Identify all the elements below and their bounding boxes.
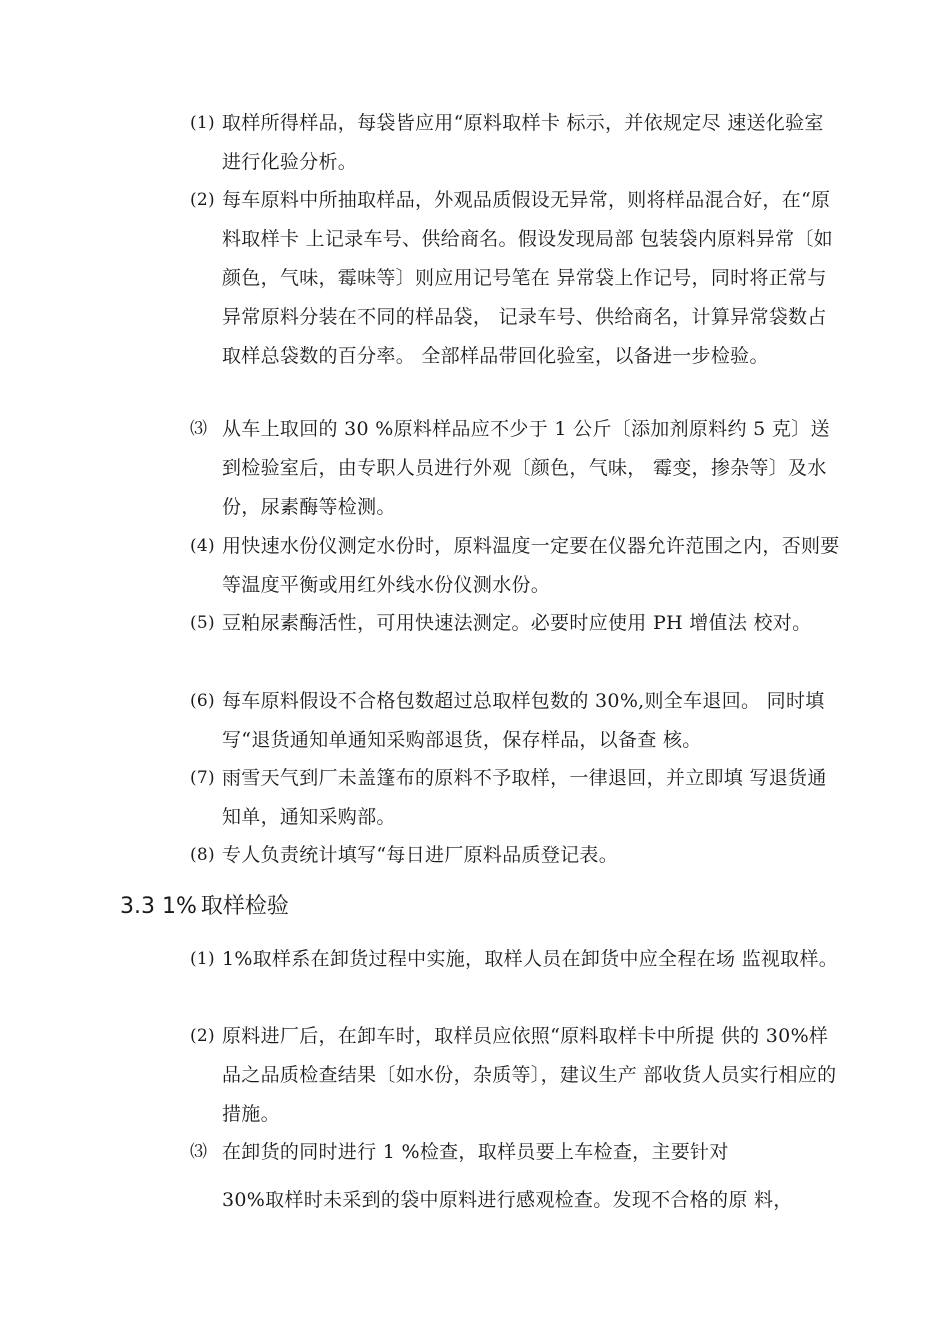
item-text: 在卸货的同时进行 1 %检查，取样员要上车检查，主要针对 <box>222 1141 729 1163</box>
item-number: (1) <box>190 949 215 969</box>
section-heading <box>120 890 289 924</box>
item-text: 每车原料中所抽取样品，外观品质假设无异常，则将样品混合好，在“原料取样卡 上记录车号、供给商名。假设发现局部 包装袋内原料异常〔如颜色，气味，霉味等〕则应用记号笔在 异常袋上作记号，同时将正常与异常原料分装在不同的样品袋， 记录车号、供给商名，计算异常袋数占取样总袋数的百分率。 全部样品带回化验室，以备进一步检验。 <box>222 189 833 367</box>
item-number: (4) <box>190 536 215 556</box>
item-number: (2) <box>190 1026 215 1046</box>
list-item <box>190 604 842 643</box>
item-text: 从车上取回的 30 %原料样品应不少于 1 公斤〔添加剂原料约 5 克〕送到检验室后，由专职人员进行外观〔颜色，气味， 霉变，掺杂等〕及水份，尿素酶等检测。 <box>222 418 830 518</box>
item-number: (5) <box>190 613 215 633</box>
item-text: 专人负责统计填写“每日进厂原料品质登记表。 <box>222 844 619 866</box>
item-text: 雨雪天气到厂未盖篷布的原料不予取样，一律退回，并立即填 写退货通知单，通知采购部。 <box>222 767 827 828</box>
section-heading-title: 取样检验 <box>200 894 289 919</box>
item-text: 1%取样系在卸货过程中实施，取样人员在卸货中应全程在场 监视取样。 <box>222 948 839 970</box>
list-item <box>190 527 842 605</box>
list-item <box>190 1017 842 1134</box>
item-text: 用快速水份仪测定水份时，原料温度一定要在仪器允许范围之内，否则要等温度平衡或用红外线水份仪测水份。 <box>222 535 840 596</box>
item-number: (6) <box>190 691 215 711</box>
item-text: 原料进厂后，在卸车时，取样员应依照“原料取样卡中所提 供的 30%样品之品质检查结果〔如水份，杂质等〕，建议生产 部收货人员实行相应的措施。 <box>222 1025 837 1125</box>
list-item <box>190 759 842 837</box>
list-item <box>190 836 842 875</box>
item-number: (7) <box>190 768 215 788</box>
item-text: 豆粕尿素酶活性，可用快速法测定。必要时应使用 PH 增值法 校对。 <box>222 612 812 634</box>
list-item <box>190 940 842 979</box>
list-item <box>190 682 842 760</box>
item-number: ⑶ <box>190 419 208 439</box>
list-item <box>190 181 842 376</box>
section-heading-number: 3.3 1% <box>120 894 197 919</box>
item-number: (8) <box>190 845 215 865</box>
item-number: ⑶ <box>190 1142 208 1162</box>
list-item <box>190 410 842 527</box>
item-text: 取样所得样品，每袋皆应用“原料取样卡 标示，并依规定尽 速送化验室进行化验分析。 <box>222 112 824 173</box>
item-number: (1) <box>190 113 215 133</box>
item-text: 每车原料假设不合格包数超过总取样包数的 30%,则全车退回。 同时填写“退货通知单通知采购部退货，保存样品，以备查 核。 <box>222 690 825 751</box>
continuation-text: 30%取样时未采到的袋中原料进行感观检查。发现不合格的原 料， <box>222 1189 793 1211</box>
list-item <box>190 104 842 182</box>
item-number: (2) <box>190 190 215 210</box>
list-item <box>190 1133 842 1172</box>
